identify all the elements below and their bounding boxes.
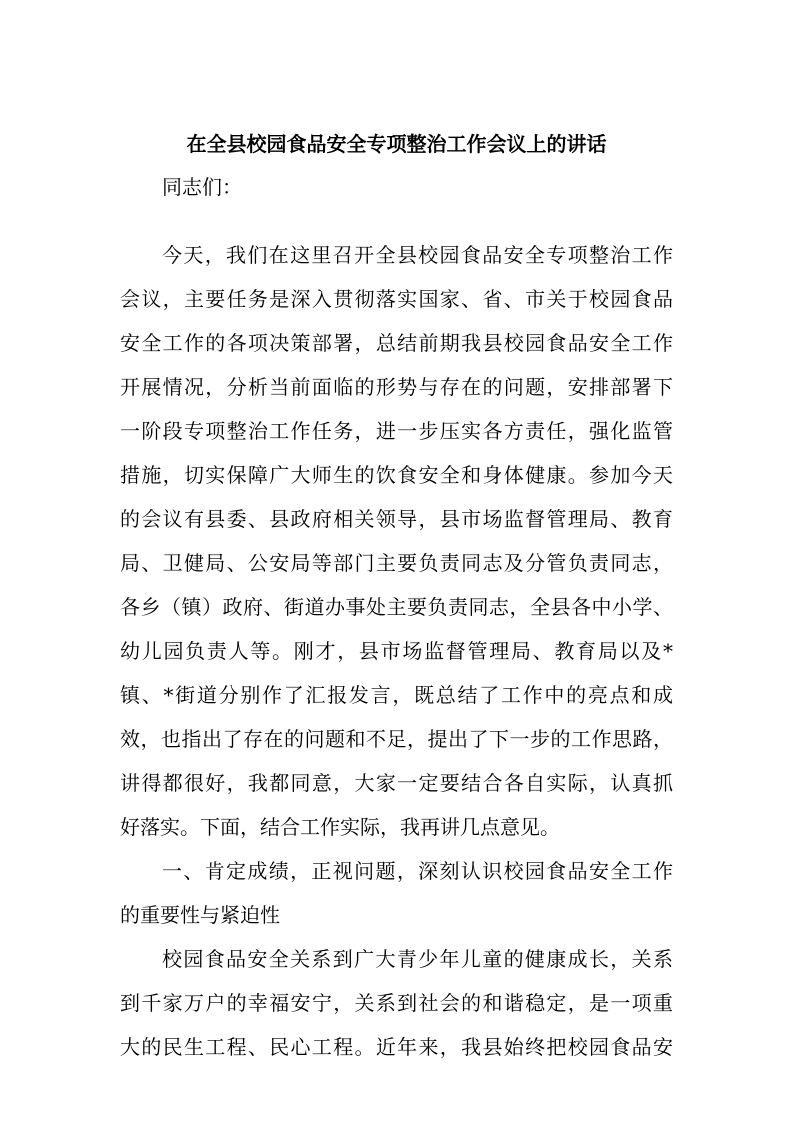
- paragraph-line: 一阶段专项整治工作任务，进一步压实各方责任，强化监管: [120, 419, 673, 443]
- section-heading: 的重要性与紧迫性: [120, 903, 280, 927]
- paragraph-line: 大的民生工程、民心工程。近年来，我县始终把校园食品安: [120, 1035, 673, 1059]
- paragraph-line: 效，也指出了存在的问题和不足，提出了下一步的工作思路，: [120, 727, 673, 751]
- paragraph-line: 的会议有县委、县政府相关领导，县市场监督管理局、教育: [120, 507, 673, 531]
- paragraph-line: 校园食品安全关系到广大青少年儿童的健康成长，关系: [162, 947, 673, 971]
- paragraph-line: 好落实。下面，结合工作实际，我再讲几点意见。: [120, 815, 560, 839]
- paragraph-line: 开展情况，分析当前面临的形势与存在的问题，安排部署下: [120, 375, 673, 399]
- paragraph-line: 局、卫健局、公安局等部门主要负责同志及分管负责同志，: [120, 551, 673, 575]
- paragraph-line: 安全工作的各项决策部署，总结前期我县校园食品安全工作: [120, 331, 673, 355]
- paragraph-line: 措施，切实保障广大师生的饮食安全和身体健康。参加今天: [120, 463, 673, 487]
- paragraph-line: 到千家万户的幸福安宁，关系到社会的和谐稳定，是一项重: [120, 991, 673, 1015]
- paragraph-line: 各乡（镇）政府、街道办事处主要负责同志，全县各中小学、: [120, 595, 673, 619]
- paragraph-line: 今天，我们在这里召开全县校园食品安全专项整治工作: [162, 243, 673, 267]
- section-heading: 一、肯定成绩，正视问题，深刻认识校园食品安全工作: [162, 859, 673, 883]
- paragraph-line: 讲得都很好，我都同意，大家一定要结合各自实际，认真抓: [120, 771, 673, 795]
- paragraph-line: 幼儿园负责人等。刚才，县市场监督管理局、教育局以及*: [120, 639, 673, 663]
- paragraph-line: 会议，主要任务是深入贯彻落实国家、省、市关于校园食品: [120, 287, 673, 311]
- salutation: 同志们：: [162, 175, 242, 199]
- paragraph-line: 镇、*街道分别作了汇报发言，既总结了工作中的亮点和成: [120, 683, 673, 707]
- page-title: 在全县校园食品安全专项整治工作会议上的讲话: [186, 132, 607, 156]
